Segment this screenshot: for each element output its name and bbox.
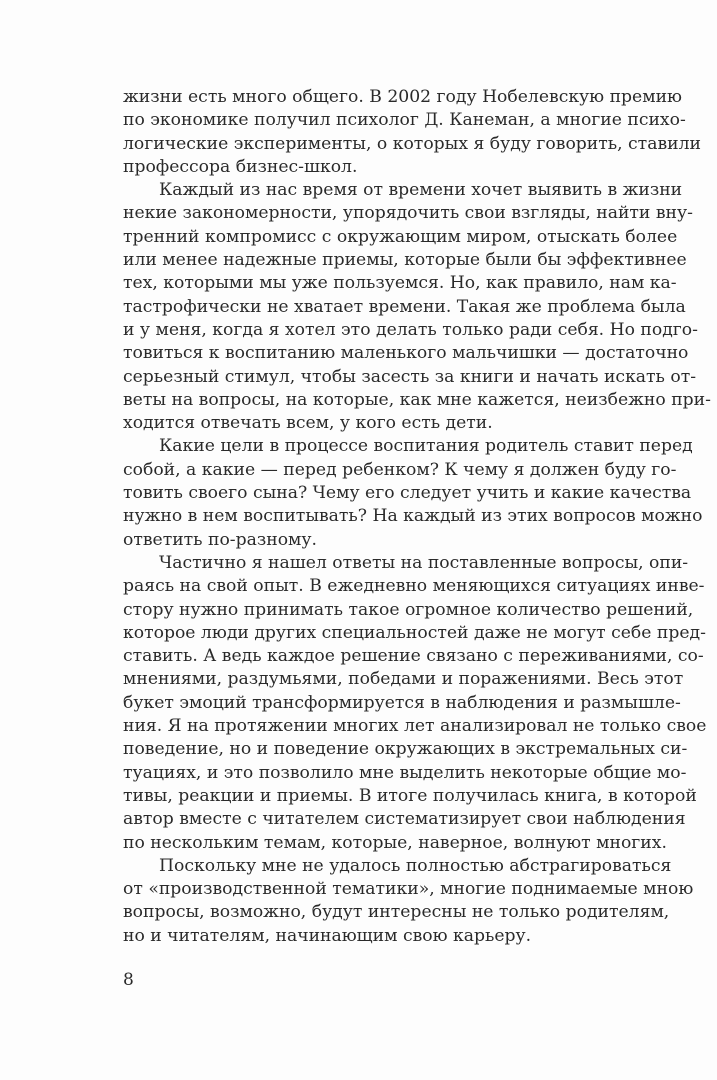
text-line: тастрофически не хватает времени. Такая же проблема была <box>123 296 686 317</box>
text-line: стору нужно принимать такое огромное количество решений, <box>123 599 694 620</box>
text-line: автор вместе с читателем систематизирует свои наблюдения <box>123 809 686 830</box>
text-line: по экономике получил психолог Д. Канеман, а многие психо- <box>123 110 686 131</box>
text-line: жизни есть много общего. В 2002 году Нобелевскую премию <box>123 87 683 107</box>
text-line: и у меня, когда я хотел это делать только ради себя. Но подго- <box>123 319 698 340</box>
text-line: профессора бизнес-школ. <box>123 156 358 177</box>
text-line: или менее надежные приемы, которые были бы эффективнее <box>123 250 687 271</box>
body-text <box>123 86 711 948</box>
text-line: но и читателям, начинающим свою карьеру. <box>123 925 532 946</box>
text-line: серьезный стимул, чтобы засесть за книги и начать искать от- <box>123 366 697 387</box>
paragraph-first-line: Частично я нашел ответы на поставленные вопросы, опи- <box>159 552 689 573</box>
text-line: по нескольким темам, которые, наверное, волнуют многих. <box>123 832 667 853</box>
text-line: некие закономерности, упорядочить свои взгляды, найти вну- <box>123 203 693 224</box>
paragraph-first-line: Какие цели в процессе воспитания родитель ставит перед <box>159 436 693 457</box>
text-line: туациях, и это позволило мне выделить некоторые общие мо- <box>123 762 687 783</box>
text-line: мнениями, раздумьями, победами и поражениями. Весь этот <box>123 669 684 690</box>
text-line: раясь на свой опыт. В ежедневно меняющихся ситуациях инве- <box>123 576 705 597</box>
text-line: ходится отвечать всем, у кого есть дети. <box>123 413 493 434</box>
text-line: товиться к воспитанию маленького мальчишки — достаточно <box>123 343 689 364</box>
text-line: товить своего сына? Чему его следует учить и какие качества <box>123 483 692 504</box>
text-line: букет эмоций трансформируется в наблюдения и размышле- <box>123 692 681 713</box>
text-line: поведение, но и поведение окружающих в экстремальных си- <box>123 739 688 760</box>
text-line: тивы, реакции и приемы. В итоге получилась книга, в которой <box>123 785 697 806</box>
text-line: нужно в нем воспитывать? На каждый из этих вопросов можно <box>123 506 703 527</box>
text-line: от «производственной тематики», многие поднимаемые мною <box>123 879 694 900</box>
text-line: веты на вопросы, на которые, как мне кажется, неизбежно при- <box>123 389 711 410</box>
paragraph-first-line: Каждый из нас время от времени хочет выявить в жизни <box>159 180 683 201</box>
text-line: ния. Я на протяжении многих лет анализировал не только свое <box>123 716 707 737</box>
text-line: ставить. А ведь каждое решение связано с переживаниями, со- <box>123 646 704 667</box>
paragraph-first-line: Поскольку мне не удалось полностью абстрагироваться <box>159 855 672 876</box>
text-line: которое люди других специальностей даже не могут себе пред- <box>123 622 706 643</box>
text-line: логические эксперименты, о которых я буду говорить, ставили <box>123 133 701 154</box>
text-line: ответить по-разному. <box>123 529 317 550</box>
text-line: собой, а какие — перед ребенком? К чему я должен буду го- <box>123 459 677 480</box>
text-line: тех, которыми мы уже пользуемся. Но, как правило, нам ка- <box>123 273 677 294</box>
text-line: тренний компромисс с окружающим миром, отыскать более <box>123 226 678 247</box>
text-line: вопросы, возможно, будут интересны не только родителям, <box>123 902 670 923</box>
page-number: 8 <box>123 970 134 990</box>
